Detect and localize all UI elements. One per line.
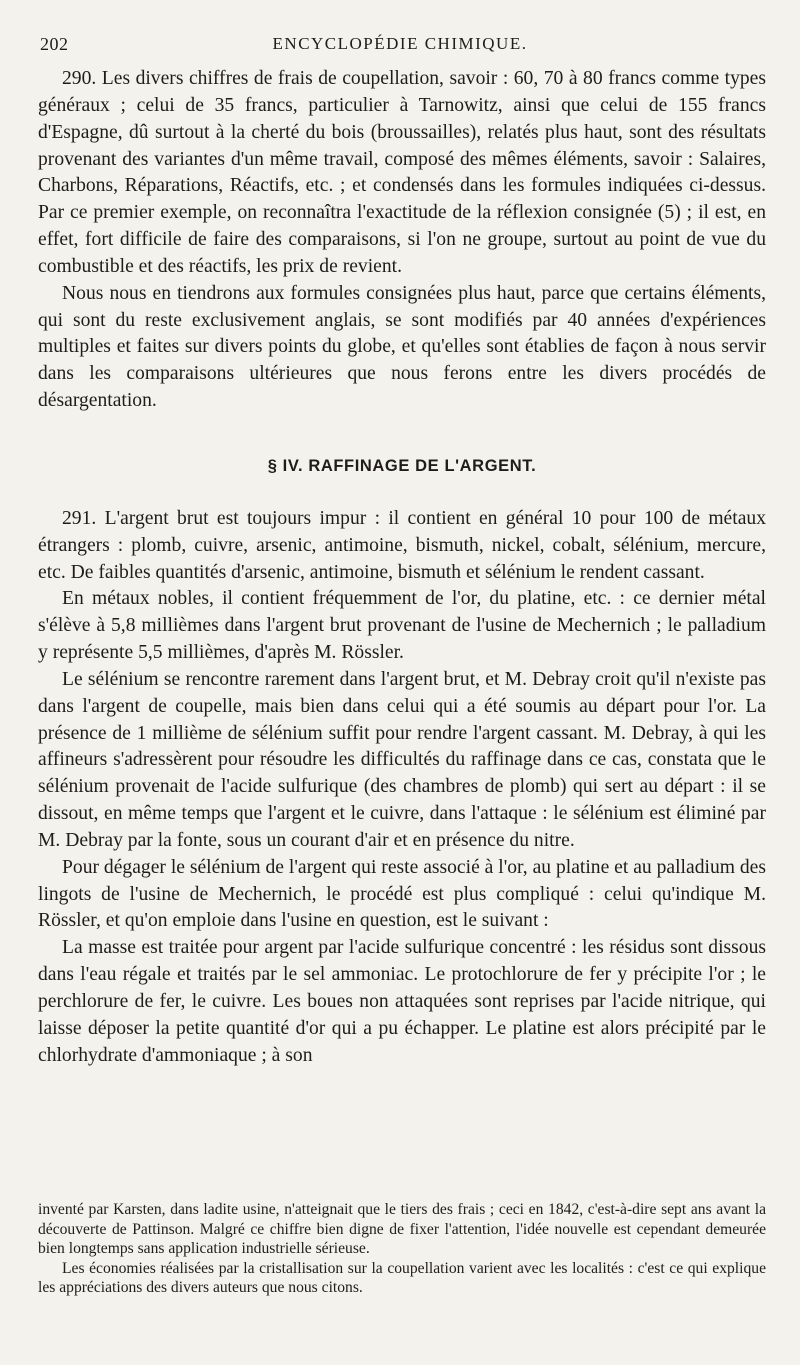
footnote-continued: inventé par Karsten, dans ladite usine, n'atteignait que le tiers des frais ; ceci en 1842, c'est-à-dire sept ans avant la découverte de Pattinson. Malgré ce chiffre bien digne de fixer l'attention, l'idée nouvelle est cependant demeurée bien longtemps sans application industrielle sérieuse. [38,1201,766,1258]
section-heading: § IV. RAFFINAGE DE L'ARGENT. [267,456,537,475]
page-number: 202 [40,34,69,54]
paragraph-selenium: Le sélénium se rencontre rarement dans l'argent brut, et M. Debray croit qu'il n'existe pas dans l'argent de coupelle, mais bien dans celui qui a été soumis au départ pour l'or. La présence de 1 millième de sélénium suffit pour rendre l'argent cassant. M. Debray, à qui les affineurs s'adressèrent pour résoudre les difficultés du raffinage dans ce cas, constata que le sélénium provenait de l'acide sulfurique (des chambres de plomb) qui sert au départ : il se dissout, en même temps que l'argent et le cuivre, dans l'attaque : le sélénium est éliminé par M. Debray par la fonte, sous un courant d'air et en présence du nitre. [38,668,766,851]
paragraph-extraction: Pour dégager le sélénium de l'argent qui reste associé à l'or, au platine et au palladium des lingots de l'usine de Mechernich, le procédé est plus compliqué : celui qu'indique M. Rössler, et qu'on emploie dans l'usine en question, est le suivant : [38,856,766,932]
page-header [38,34,762,60]
footnotes [38,1200,766,1298]
paragraph-290: 290. Les divers chiffres de frais de coupellation, savoir : 60, 70 à 80 francs comme types généraux ; celui de 35 francs, particulier à Tarnowitz, ainsi que celui de 155 francs d'Espagne, dû surtout à la cherté du bois (broussailles), relatés plus haut, sont des résultats provenant des variantes d'un même travail, composé des mêmes éléments, savoir : Salaires, Charbons, Réparations, Réactifs, etc. ; et condensés dans les formules indiquées ci-dessus. Par ce premier exemple, on reconnaîtra l'exactitude de la réflexion consignée (5) ; il est, en effet, fort difficile de faire des comparaisons, si l'on ne groupe, surtout au point de vue du combustible et des réactifs, les prix de revient. [38,68,766,277]
paragraph-formulas: Nous nous en tiendrons aux formules consignées plus haut, parce que certains éléments, qui sont du reste exclusivement anglais, se sont modifiés par 40 années d'expériences multiples et faites sur divers points du globe, et qu'elles sont établies de façon à nous servir dans les comparaisons ultérieures que nous ferons entre les divers procédés de désargentation. [38,282,766,412]
footnote-economies: Les économies réalisées par la cristallisation sur la coupellation varient avec les localités : c'est ce qui explique les appréciations des divers auteurs que nous citons. [38,1259,766,1297]
running-title: ENCYCLOPÉDIE CHIMIQUE. [272,34,528,53]
paragraph-process: La masse est traitée pour argent par l'acide sulfurique concentré : les résidus sont dissous dans l'eau régale et traités par le sel ammoniac. Le protochlorure de fer y précipite l'or ; le perchlorure de fer, le cuivre. Les boues non attaquées sont reprises par l'acide nitrique, qui laisse déposer la petite quantité d'or qui a pu échapper. Le platine est alors précipité par le chlorhydrate d'ammoniaque ; à son [38,937,766,1066]
paragraph-291: 291. L'argent brut est toujours impur : il contient en général 10 pour 100 de métaux étrangers : plomb, cuivre, arsenic, antimoine, bismuth, nickel, cobalt, sélénium, mercure, etc. De faibles quantités d'arsenic, antimoine, bismuth et sélénium le rendent cassant. [38,507,766,583]
main-text [38,66,766,1070]
paragraph-noble-metals: En métaux nobles, il contient fréquemment de l'or, du platine, etc. : ce dernier métal s'élève à 5,8 millièmes dans l'argent brut provenant de l'usine de Mechernich ; le palladium y représente 5,5 millièmes, d'après M. Rössler. [38,588,766,664]
